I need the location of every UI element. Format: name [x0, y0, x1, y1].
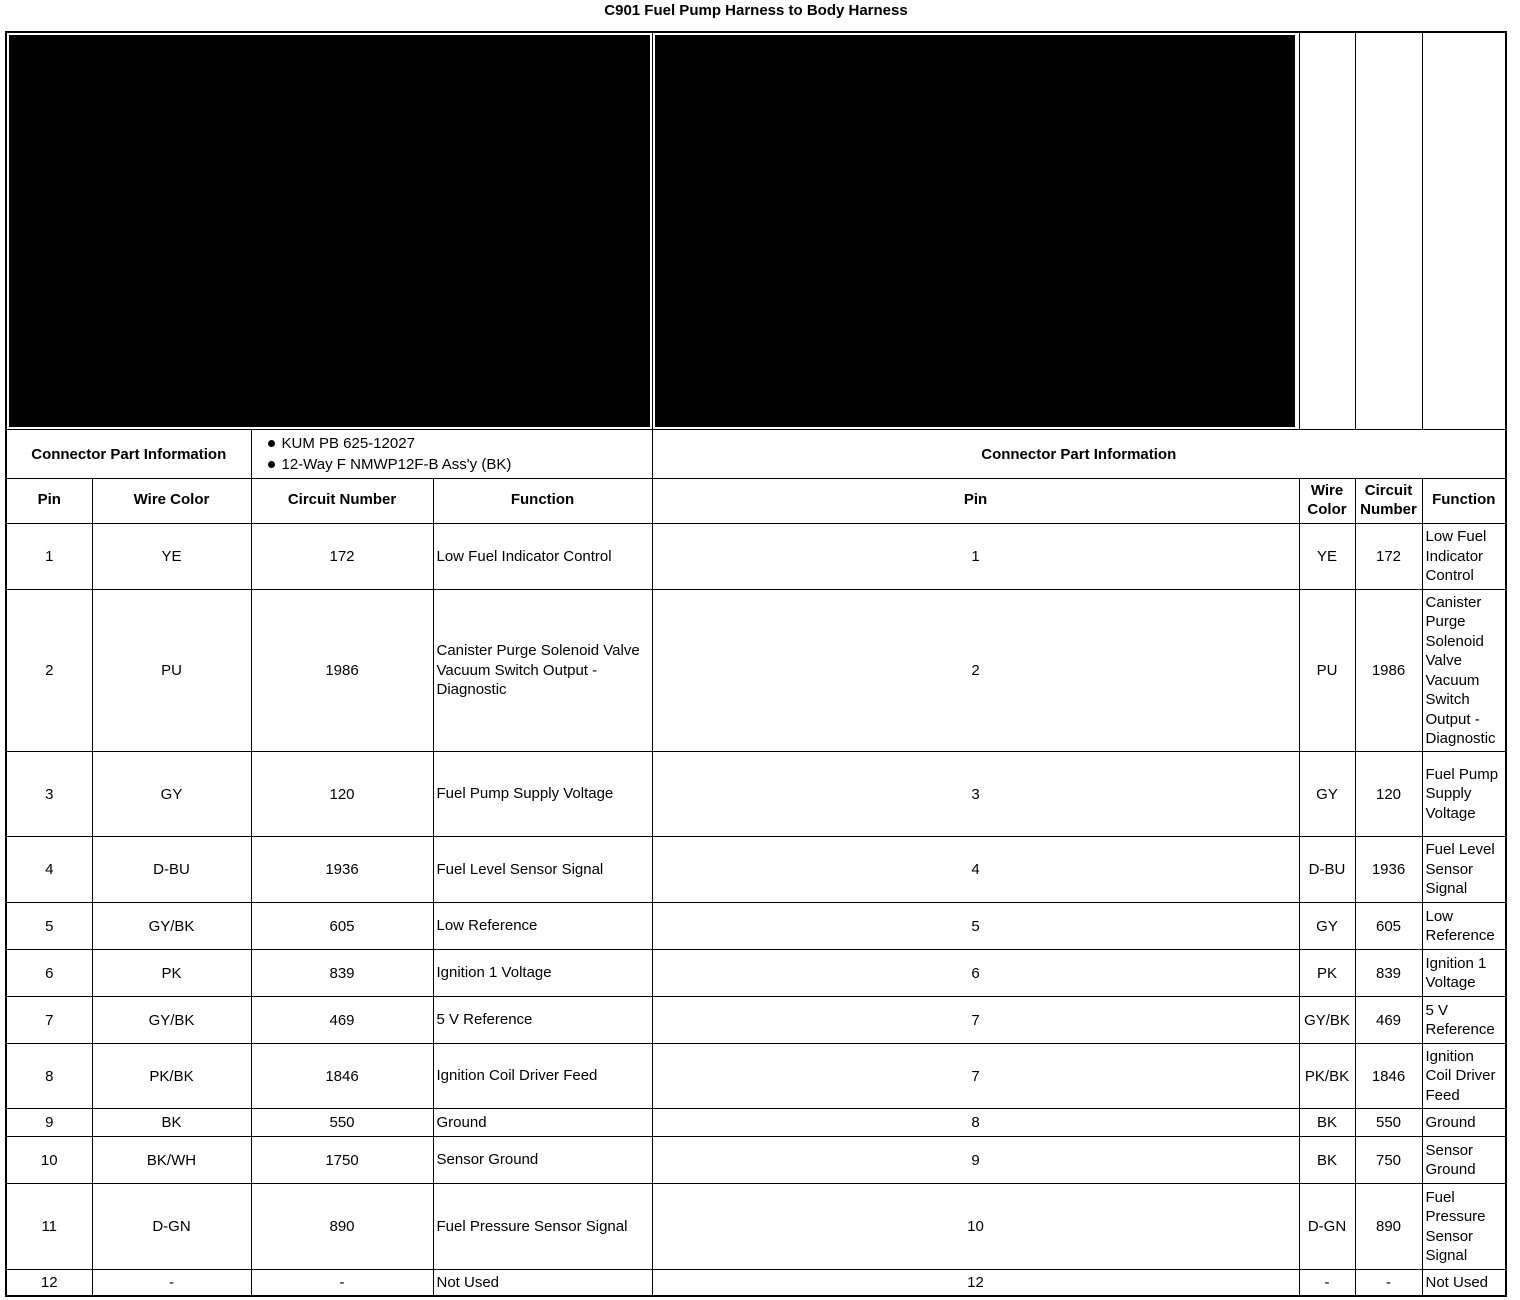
connector-images-row	[6, 32, 1506, 430]
pin-cell: 8	[6, 1044, 92, 1109]
right-function-cell: Fuel Pressure Sensor Signal	[1422, 1184, 1506, 1270]
wire-color-cell: D-GN	[92, 1184, 251, 1270]
table-row	[6, 997, 1506, 1044]
right-pin-cell: 1	[652, 524, 1299, 590]
header-right-pin: Pin	[652, 479, 1299, 524]
right-wire-color-cell: BK	[1299, 1109, 1355, 1137]
circuit-number-cell: 1750	[251, 1137, 433, 1184]
right-connector-image	[655, 35, 1295, 427]
right-circuit-number-cell: -	[1355, 1270, 1422, 1296]
part-info-item: KUM PB 625-12027	[268, 433, 652, 454]
table-row	[6, 1184, 1506, 1270]
right-wire-color-cell: GY	[1299, 903, 1355, 950]
pin-cell: 5	[6, 903, 92, 950]
right-wire-color-cell: D-GN	[1299, 1184, 1355, 1270]
right-connector-image-cell	[652, 32, 1299, 430]
left-connector-image-cell	[6, 32, 652, 430]
right-function-cell: Ignition 1 Voltage	[1422, 950, 1506, 997]
pin-cell: 12	[6, 1270, 92, 1296]
table-row	[6, 1137, 1506, 1184]
right-function-cell: 5 V Reference	[1422, 997, 1506, 1044]
table-row	[6, 903, 1506, 950]
right-circuit-number-cell: 605	[1355, 903, 1422, 950]
circuit-number-cell: -	[251, 1270, 433, 1296]
pin-cell: 10	[6, 1137, 92, 1184]
header-function: Function	[433, 479, 652, 524]
right-pin-cell: 2	[652, 590, 1299, 752]
right-wire-color-cell: -	[1299, 1270, 1355, 1296]
wire-color-cell: GY	[92, 752, 251, 837]
function-cell: Low Reference	[433, 903, 652, 950]
right-pin-cell: 4	[652, 837, 1299, 903]
header-right-circuit-number: Circuit Number	[1355, 479, 1422, 524]
right-circuit-number-cell: 839	[1355, 950, 1422, 997]
pin-cell: 6	[6, 950, 92, 997]
table-row	[6, 752, 1506, 837]
wire-color-cell: PK	[92, 950, 251, 997]
right-wire-color-cell: YE	[1299, 524, 1355, 590]
right-circuit-number-cell: 1986	[1355, 590, 1422, 752]
right-wire-color-cell: PK	[1299, 950, 1355, 997]
right-pin-cell: 10	[652, 1184, 1299, 1270]
function-cell: Sensor Ground	[433, 1137, 652, 1184]
right-function-cell: Not Used	[1422, 1270, 1506, 1296]
right-function-cell: Fuel Pump Supply Voltage	[1422, 752, 1506, 837]
function-cell: Low Fuel Indicator Control	[433, 524, 652, 590]
pin-cell: 1	[6, 524, 92, 590]
page-title: C901 Fuel Pump Harness to Body Harness	[604, 2, 908, 19]
right-wire-color-cell: D-BU	[1299, 837, 1355, 903]
table-row	[6, 950, 1506, 997]
circuit-number-cell: 839	[251, 950, 433, 997]
wire-color-cell: -	[92, 1270, 251, 1296]
wire-color-cell: D-BU	[92, 837, 251, 903]
wire-color-cell: PK/BK	[92, 1044, 251, 1109]
image-spacer-cell	[1299, 32, 1355, 430]
right-function-cell: Fuel Level Sensor Signal	[1422, 837, 1506, 903]
function-cell: Fuel Level Sensor Signal	[433, 837, 652, 903]
circuit-number-cell: 890	[251, 1184, 433, 1270]
header-row	[6, 479, 1506, 524]
left-connector-image	[9, 35, 650, 427]
right-pin-cell: 7	[652, 997, 1299, 1044]
right-function-cell: Canister Purge Solenoid Valve Vacuum Switch Output - Diagnostic	[1422, 590, 1506, 752]
part-info-row	[6, 430, 1506, 479]
right-wire-color-cell: BK	[1299, 1137, 1355, 1184]
right-part-info-label: Connector Part Information	[652, 430, 1506, 479]
circuit-number-cell: 1986	[251, 590, 433, 752]
table-row	[6, 524, 1506, 590]
right-wire-color-cell: GY	[1299, 752, 1355, 837]
function-cell: Canister Purge Solenoid Valve Vacuum Switch Output - Diagnostic	[433, 590, 652, 752]
pin-cell: 11	[6, 1184, 92, 1270]
pin-cell: 7	[6, 997, 92, 1044]
pin-cell: 2	[6, 590, 92, 752]
connector-table	[5, 31, 1507, 1297]
right-function-cell: Sensor Ground	[1422, 1137, 1506, 1184]
right-circuit-number-cell: 750	[1355, 1137, 1422, 1184]
right-circuit-number-cell: 172	[1355, 524, 1422, 590]
left-part-info-list	[251, 430, 652, 479]
right-circuit-number-cell: 120	[1355, 752, 1422, 837]
right-pin-cell: 12	[652, 1270, 1299, 1296]
function-cell: Ground	[433, 1109, 652, 1137]
table-row	[6, 837, 1506, 903]
wire-color-cell: GY/BK	[92, 997, 251, 1044]
right-circuit-number-cell: 890	[1355, 1184, 1422, 1270]
right-circuit-number-cell: 469	[1355, 997, 1422, 1044]
function-cell: Fuel Pressure Sensor Signal	[433, 1184, 652, 1270]
pin-cell: 9	[6, 1109, 92, 1137]
function-cell: Ignition Coil Driver Feed	[433, 1044, 652, 1109]
table-row	[6, 1109, 1506, 1137]
right-pin-cell: 3	[652, 752, 1299, 837]
table-row	[6, 1044, 1506, 1109]
circuit-number-cell: 469	[251, 997, 433, 1044]
left-part-info-label: Connector Part Information	[6, 430, 251, 479]
right-circuit-number-cell: 1936	[1355, 837, 1422, 903]
circuit-number-cell: 550	[251, 1109, 433, 1137]
right-wire-color-cell: PU	[1299, 590, 1355, 752]
header-circuit-number: Circuit Number	[251, 479, 433, 524]
right-circuit-number-cell: 550	[1355, 1109, 1422, 1137]
pin-cell: 4	[6, 837, 92, 903]
circuit-number-cell: 120	[251, 752, 433, 837]
function-cell: Not Used	[433, 1270, 652, 1296]
right-pin-cell: 9	[652, 1137, 1299, 1184]
header-pin: Pin	[6, 479, 92, 524]
function-cell: Fuel Pump Supply Voltage	[433, 752, 652, 837]
right-pin-cell: 5	[652, 903, 1299, 950]
circuit-number-cell: 605	[251, 903, 433, 950]
right-function-cell: Ground	[1422, 1109, 1506, 1137]
image-spacer-cell	[1422, 32, 1506, 430]
header-right-wire-color: Wire Color	[1299, 479, 1355, 524]
part-info-item: 12-Way F NMWP12F-B Ass'y (BK)	[268, 454, 652, 475]
circuit-number-cell: 172	[251, 524, 433, 590]
function-cell: Ignition 1 Voltage	[433, 950, 652, 997]
right-pin-cell: 7	[652, 1044, 1299, 1109]
wire-color-cell: BK	[92, 1109, 251, 1137]
wire-color-cell: PU	[92, 590, 251, 752]
wire-color-cell: YE	[92, 524, 251, 590]
table-row	[6, 590, 1506, 752]
image-spacer-cell	[1355, 32, 1422, 430]
right-function-cell: Ignition Coil Driver Feed	[1422, 1044, 1506, 1109]
circuit-number-cell: 1846	[251, 1044, 433, 1109]
right-wire-color-cell: GY/BK	[1299, 997, 1355, 1044]
right-function-cell: Low Reference	[1422, 903, 1506, 950]
right-wire-color-cell: PK/BK	[1299, 1044, 1355, 1109]
circuit-number-cell: 1936	[251, 837, 433, 903]
right-pin-cell: 8	[652, 1109, 1299, 1137]
table-row	[6, 1270, 1506, 1296]
function-cell: 5 V Reference	[433, 997, 652, 1044]
header-right-function: Function	[1422, 479, 1506, 524]
header-wire-color: Wire Color	[92, 479, 251, 524]
wire-color-cell: GY/BK	[92, 903, 251, 950]
pin-cell: 3	[6, 752, 92, 837]
wire-color-cell: BK/WH	[92, 1137, 251, 1184]
right-function-cell: Low Fuel Indicator Control	[1422, 524, 1506, 590]
right-circuit-number-cell: 1846	[1355, 1044, 1422, 1109]
right-pin-cell: 6	[652, 950, 1299, 997]
